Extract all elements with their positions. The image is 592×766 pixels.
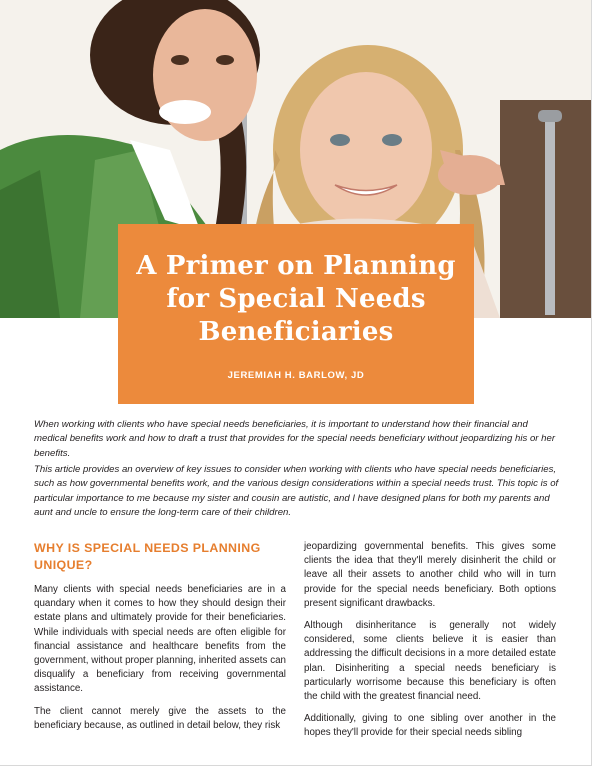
- right-column: [304, 540, 556, 749]
- author-byline: JEREMIAH H. BARLOW, JD: [227, 370, 365, 381]
- body-paragraph: jeopardizing governmental benefits. This gives some clients the idea that they'll merely disinherit the child or leave all their assets to another child who will in turn provide for the special needs beneficiary. Both options present significant drawbacks.: [304, 541, 556, 609]
- section-heading: WHY IS SPECIAL NEEDS PLANNING UNIQUE?: [34, 541, 261, 572]
- body-paragraph: The client cannot merely give the assets to the beneficiary because, as outlined in detail below, they risk: [34, 705, 286, 731]
- intro-paragraph-2: This article provides an overview of key issues to consider when working with clients who have special needs beneficiaries, such as how governmental benefits work, and the various design considerations within a special needs trust. This topic is of particular importance to me because my sister and cousin are autistic, and I have designed plans for both my parents and aunt and uncle to ensure the long-term care of their children.: [34, 464, 559, 519]
- body-paragraph: Many clients with special needs beneficiaries are in a quandary when it comes to how they should design their estate plans and ultimately provide for their beneficiaries. While individuals with special needs are often eligible for financial assistance and healthcare benefits from the government, without proper planning, inherited assets can disqualify a beneficiary from receiving governmental assistance.: [34, 584, 286, 695]
- body-paragraph: Although disinheritance is generally not widely considered, some clients believe it is easier than addressing the difficult decisions in a more detailed estate plan. Disinheriting a special needs beneficiary is particularly worrisome because this beneficiary is often the child with the greatest financial need.: [304, 620, 556, 703]
- left-column: [34, 540, 286, 741]
- title-box: [118, 224, 474, 404]
- intro-paragraph-1: When working with clients who have special needs beneficiaries, it is important to understand how their financial and medical benefits work and how to draft a trust that provides for the special needs beneficiary without jeopardizing his or her benefits.: [34, 419, 556, 459]
- body-paragraph: Additionally, giving to one sibling over another in the hopes they'll provide for their special needs sibling: [304, 713, 556, 739]
- article-title: A Primer on Planning for Special Needs Beneficiaries: [136, 251, 456, 347]
